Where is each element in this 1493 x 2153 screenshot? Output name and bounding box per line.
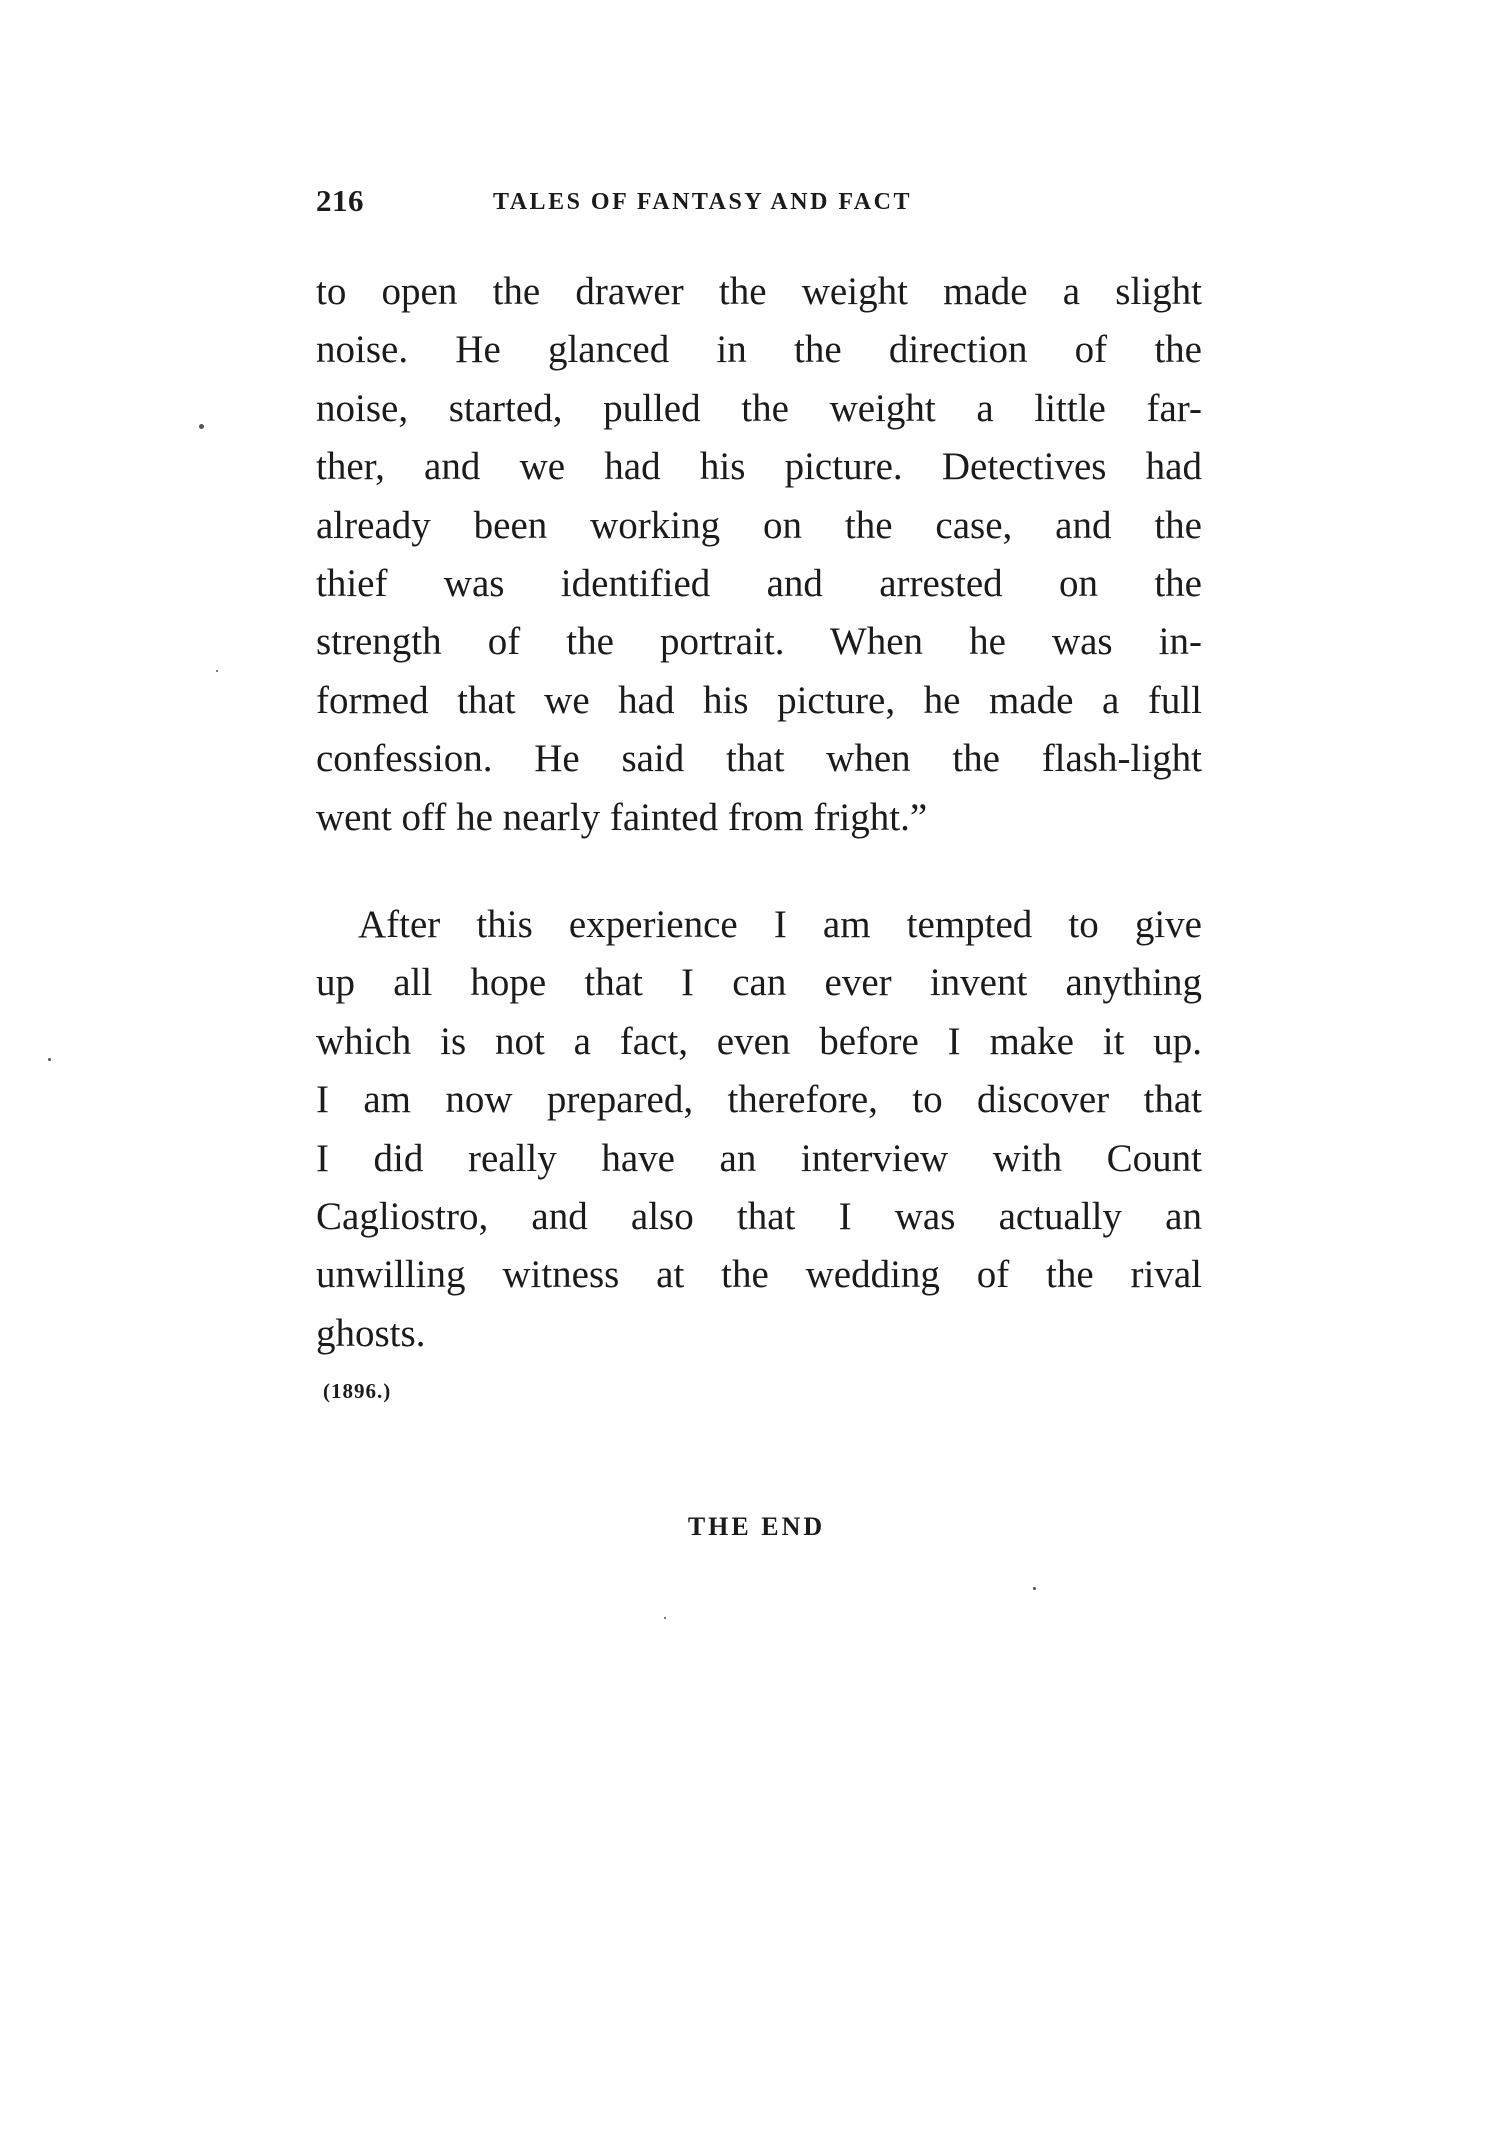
- scan-speck: [1033, 1587, 1036, 1590]
- text-line: ghosts.: [316, 1311, 426, 1355]
- text-line: I did really have an interview with Count: [316, 1136, 1202, 1180]
- text-line: I am now prepared, therefore, to discover that: [316, 1078, 1202, 1122]
- text-line: strength of the portrait. When he was in-: [316, 620, 1202, 664]
- text-line: which is not a fact, even before I make it up.: [316, 1019, 1202, 1063]
- text-line: to open the drawer the weight made a slight: [316, 270, 1202, 313]
- text-line: already been working on the case, and the: [316, 503, 1202, 547]
- text-line: noise. He glanced in the direction of the: [316, 328, 1202, 372]
- paragraph-2: [316, 896, 1202, 1363]
- text-line: noise, started, pulled the weight a little far-: [316, 386, 1202, 430]
- page-number: 216: [316, 183, 364, 218]
- text-line: ther, and we had his picture. Detectives had: [316, 445, 1202, 489]
- date-mark: (1896.): [323, 1379, 392, 1403]
- text-line: confession. He said that when the flash-light: [316, 737, 1202, 781]
- scan-speck: [199, 424, 204, 429]
- text-line: formed that we had his picture, he made a full: [316, 678, 1202, 722]
- text-line: After this experience I am tempted to give: [358, 903, 1202, 946]
- text-line: Cagliostro, and also that I was actually an: [316, 1194, 1202, 1238]
- text-line: unwilling witness at the wedding of the rival: [316, 1253, 1202, 1297]
- text-line: thief was identified and arrested on the: [316, 561, 1202, 605]
- text-line: went off he nearly fainted from fright.”: [316, 795, 928, 839]
- scan-speck: [216, 670, 218, 672]
- scan-speck: [664, 1617, 666, 1619]
- scan-speck: [48, 1058, 51, 1061]
- text-line: up all hope that I can ever invent anything: [316, 961, 1202, 1005]
- end-mark: THE END: [687, 1512, 826, 1541]
- running-title: TALES OF FANTASY AND FACT: [493, 189, 912, 215]
- running-head: [316, 183, 1206, 233]
- paragraph-1: [316, 263, 1202, 847]
